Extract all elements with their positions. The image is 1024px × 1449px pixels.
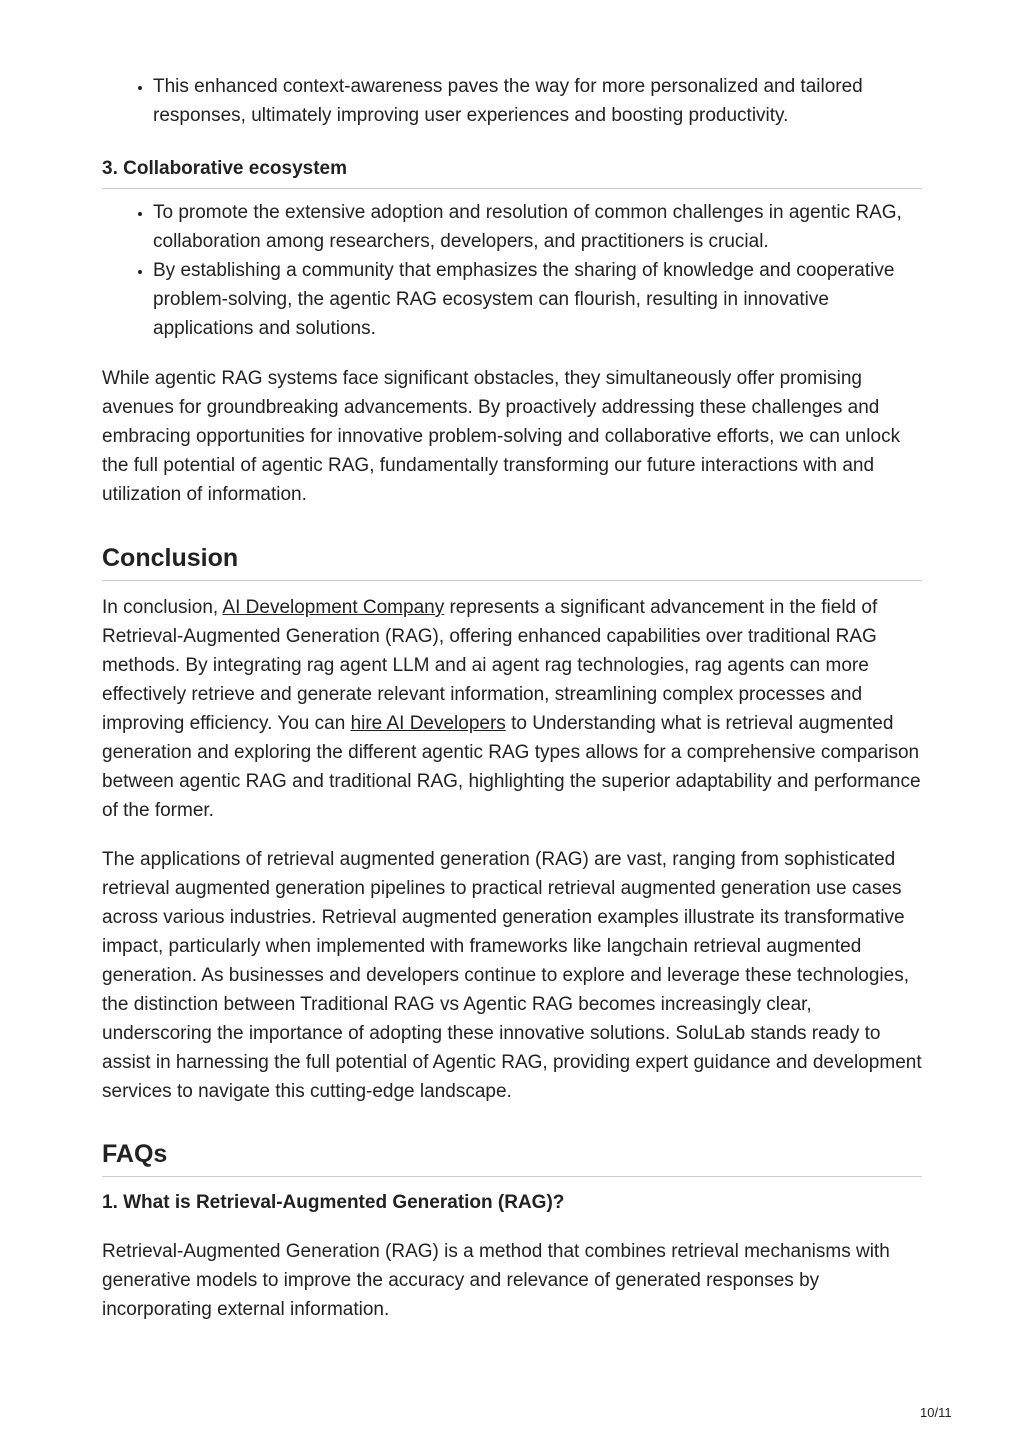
faq-question-1: 1. What is Retrieval-Augmented Generation (RAG)?	[102, 1192, 565, 1213]
conclusion-paragraph-1	[102, 593, 922, 825]
page-number: 10/11	[920, 1405, 952, 1420]
conclusion-section	[102, 542, 922, 1106]
collaborative-ecosystem-section	[102, 156, 922, 343]
hire-ai-developers-link[interactable]: hire AI Developers	[350, 713, 506, 734]
faq-answer-1: Retrieval-Augmented Generation (RAG) is a method that combines retrieval mechanisms with generative models to improve the accuracy and relevance of generated responses by incorporating external information.	[102, 1241, 890, 1320]
article-content	[102, 60, 922, 1324]
list-item: • By establishing a community that emphasizes the sharing of knowledge and cooperative problem-solving, the agentic RAG ecosystem can flourish, resulting in innovative applications and solutions.	[153, 256, 922, 343]
faqs-heading: FAQs	[102, 1138, 922, 1177]
conclusion-heading: Conclusion	[102, 542, 922, 581]
summary-paragraph: While agentic RAG systems face significant obstacles, they simultaneously offer promising avenues for groundbreaking advancements. By proactively addressing these challenges and embracing opportunities for innovative problem-solving and collaborative efforts, we can unlock the full potential of agentic RAG, fundamentally transforming our future interactions with and utilization of information.	[102, 368, 901, 505]
ai-development-company-link[interactable]: AI Development Company	[222, 597, 445, 618]
conclusion-paragraph-2: The applications of retrieval augmented generation (RAG) are vast, ranging from sophisticated retrieval augmented generation pipelines to practical retrieval augmented generation use cases across various industries. Retrieval augmented generation examples illustrate its transformative impact, particularly when implemented with frameworks like langchain retrieval augmented generation. As businesses and developers continue to explore and leverage these technologies, the distinction between Traditional RAG vs Agentic RAG becomes increasingly clear, underscoring the importance of adopting these innovative solutions. SoluLab stands ready to assist in harnessing the full potential of Agentic RAG, providing expert guidance and development services to navigate this cutting-edge landscape.	[102, 849, 922, 1102]
collaborative-bullet-list	[102, 198, 922, 343]
text-segment: represents a significant advancement in the field of Retrieval-Augmented Generation (RAG), offering enhanced capabilities over traditional RAG methods. By integrating rag agent LLM and ai agent rag technologies, rag agents can more effectively retrieve and generate relevant information, streamlining complex processes and improving efficiency. You can	[102, 597, 878, 734]
context-bullet-list	[102, 72, 922, 130]
text-segment: In conclusion,	[102, 597, 223, 618]
text-segment: to Understanding what is retrieval augmented generation and exploring the different agentic RAG types allows for a comprehensive comparison between agentic RAG and traditional RAG, highlighting the superior adaptability and performance of the former.	[102, 713, 921, 821]
faqs-section	[102, 1138, 922, 1324]
collaborative-ecosystem-heading: 3. Collaborative ecosystem	[102, 156, 922, 189]
list-item: • This enhanced context-awareness paves the way for more personalized and tailored responses, ultimately improving user experiences and boosting productivity.	[153, 72, 922, 130]
list-item: • To promote the extensive adoption and resolution of common challenges in agentic RAG, collaboration among researchers, developers, and practitioners is crucial.	[153, 198, 922, 256]
